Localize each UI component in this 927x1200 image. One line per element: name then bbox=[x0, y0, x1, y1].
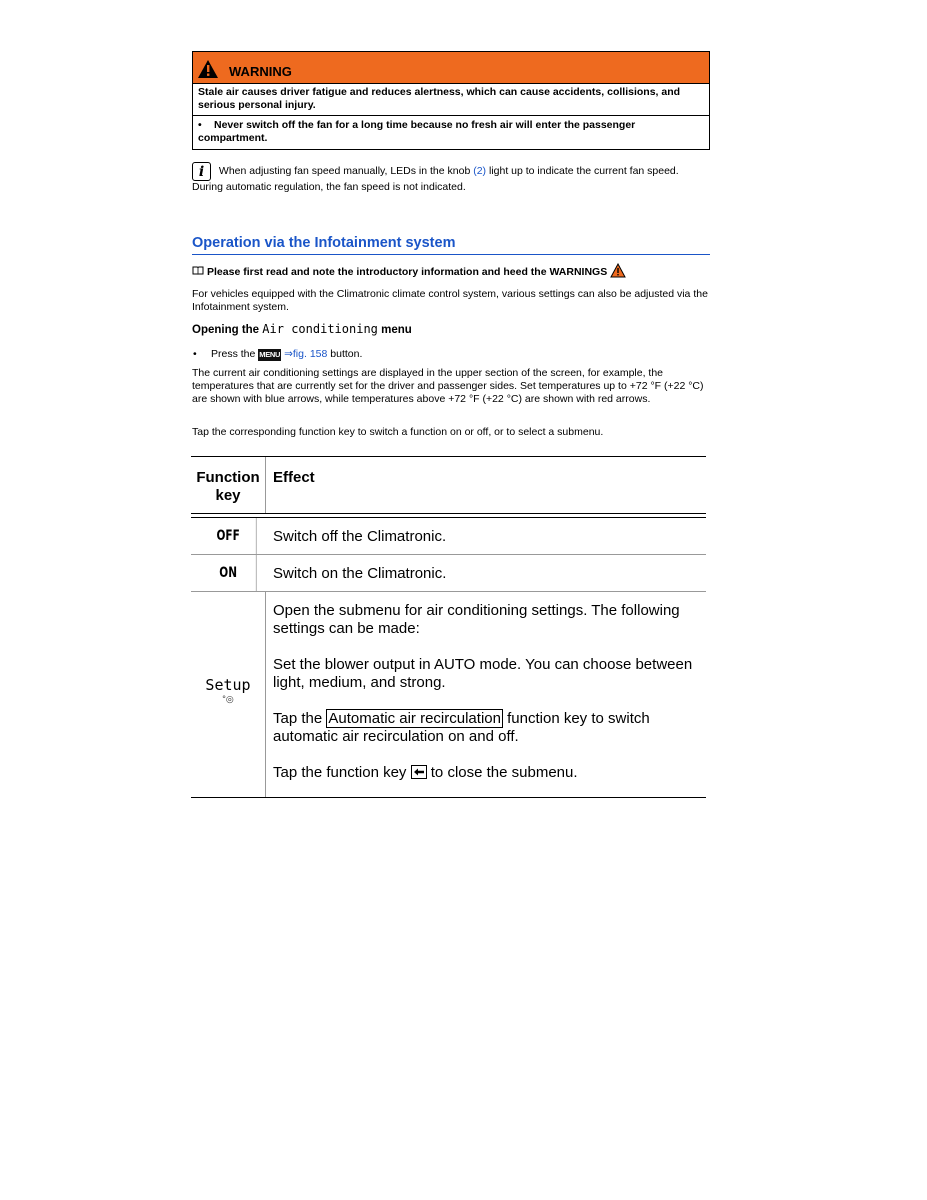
warning-triangle-icon bbox=[197, 59, 219, 79]
setup-effect-p4 bbox=[273, 764, 706, 782]
warning-header bbox=[193, 52, 709, 84]
menu-key[interactable]: MENU bbox=[259, 350, 281, 359]
setup-effect-p2: Set the blower output in AUTO mode. You can choose between light, medium, and strong. bbox=[273, 656, 693, 691]
opening-prefix: Opening the bbox=[192, 324, 260, 336]
warning-box bbox=[192, 51, 710, 150]
setup-key[interactable]: Setup bbox=[205, 676, 251, 694]
p3-prefix: Tap the bbox=[273, 710, 323, 727]
column-header-function-key: Function key bbox=[191, 457, 266, 513]
table-row bbox=[191, 592, 706, 798]
press-suffix: button. bbox=[330, 348, 363, 360]
intro-line bbox=[192, 263, 710, 282]
back-arrow-icon[interactable] bbox=[411, 765, 427, 779]
p3-suffix: function key to switch automatic air recirculation on and off. bbox=[273, 710, 650, 745]
warning-triangle-small-icon bbox=[610, 263, 626, 282]
warning-title: WARNING bbox=[229, 64, 292, 79]
setup-effect-p1: Open the submenu for air conditioning settings. The following settings can be made: bbox=[273, 602, 680, 637]
on-effect: Switch on the Climatronic. bbox=[273, 565, 447, 582]
note-link[interactable]: (2) bbox=[473, 165, 487, 177]
press-prefix: Press the bbox=[211, 348, 256, 360]
off-key[interactable]: OFF bbox=[200, 518, 256, 554]
setup-sub-icon: °◎ bbox=[222, 694, 234, 704]
column-header-effect: Effect bbox=[273, 469, 315, 486]
on-key[interactable]: ON bbox=[200, 555, 256, 591]
info-icon: i bbox=[192, 162, 211, 181]
function-key-table bbox=[191, 456, 706, 798]
opening-menu-name: Air conditioning bbox=[262, 322, 378, 336]
setup-key-cell bbox=[191, 592, 266, 797]
book-icon bbox=[192, 266, 204, 280]
info-note bbox=[192, 162, 710, 194]
current-settings-paragraph: The current air conditioning settings are displayed in the upper section of the screen, for example, the temperatures that are currently set for the driver and passenger sides. Set temperatures up to +72 °F (+22 °C) are shown with blue arrows, while temperatures above +72 °F (+22 °C) are shown with red arrows. bbox=[192, 367, 704, 405]
opening-heading bbox=[192, 322, 710, 336]
press-menu-step bbox=[192, 348, 710, 361]
section-title: Operation via the Infotainment system bbox=[192, 235, 710, 255]
setup-effect bbox=[266, 592, 706, 797]
tap-paragraph: Tap the corresponding function key to switch a function on or off, or to select a submenu. bbox=[192, 426, 604, 438]
bullet: • bbox=[193, 348, 197, 360]
opening-suffix: menu bbox=[381, 324, 412, 336]
note-text-after: light up to indicate the current fan speed. During automatic regulation, the fan speed is not indicated. bbox=[192, 165, 679, 193]
p4-suffix: to close the submenu. bbox=[430, 764, 578, 781]
automatic-air-recirculation-key[interactable]: Automatic air recirculation bbox=[328, 710, 501, 727]
warning-body bbox=[193, 84, 709, 149]
note-text-before: When adjusting fan speed manually, LEDs in the knob bbox=[218, 165, 471, 177]
table-header-row bbox=[191, 456, 706, 513]
warning-bullet-text: Never switch off the fan for a long time because no fresh air will enter the passenger compartment. bbox=[198, 119, 636, 144]
warning-bullet-item bbox=[198, 116, 703, 145]
table-row bbox=[191, 555, 706, 592]
vehicles-paragraph: For vehicles equipped with the Climatronic climate control system, various settings can also be adjusted via the Infotainment system. bbox=[192, 288, 708, 313]
fig-link[interactable]: ⇒fig. 158 bbox=[284, 348, 328, 360]
table-row bbox=[191, 518, 706, 555]
off-effect: Switch off the Climatronic. bbox=[273, 528, 447, 545]
p4-prefix: Tap the function key bbox=[273, 764, 407, 781]
intro-text: Please first read and note the introductory information and heed the WARNINGS bbox=[207, 266, 608, 278]
warning-text: Stale air causes driver fatigue and reduces alertness, which can cause accidents, collisions, and serious personal injury. bbox=[193, 86, 709, 116]
setup-effect-p3 bbox=[273, 710, 706, 746]
bullet: • bbox=[198, 119, 202, 131]
